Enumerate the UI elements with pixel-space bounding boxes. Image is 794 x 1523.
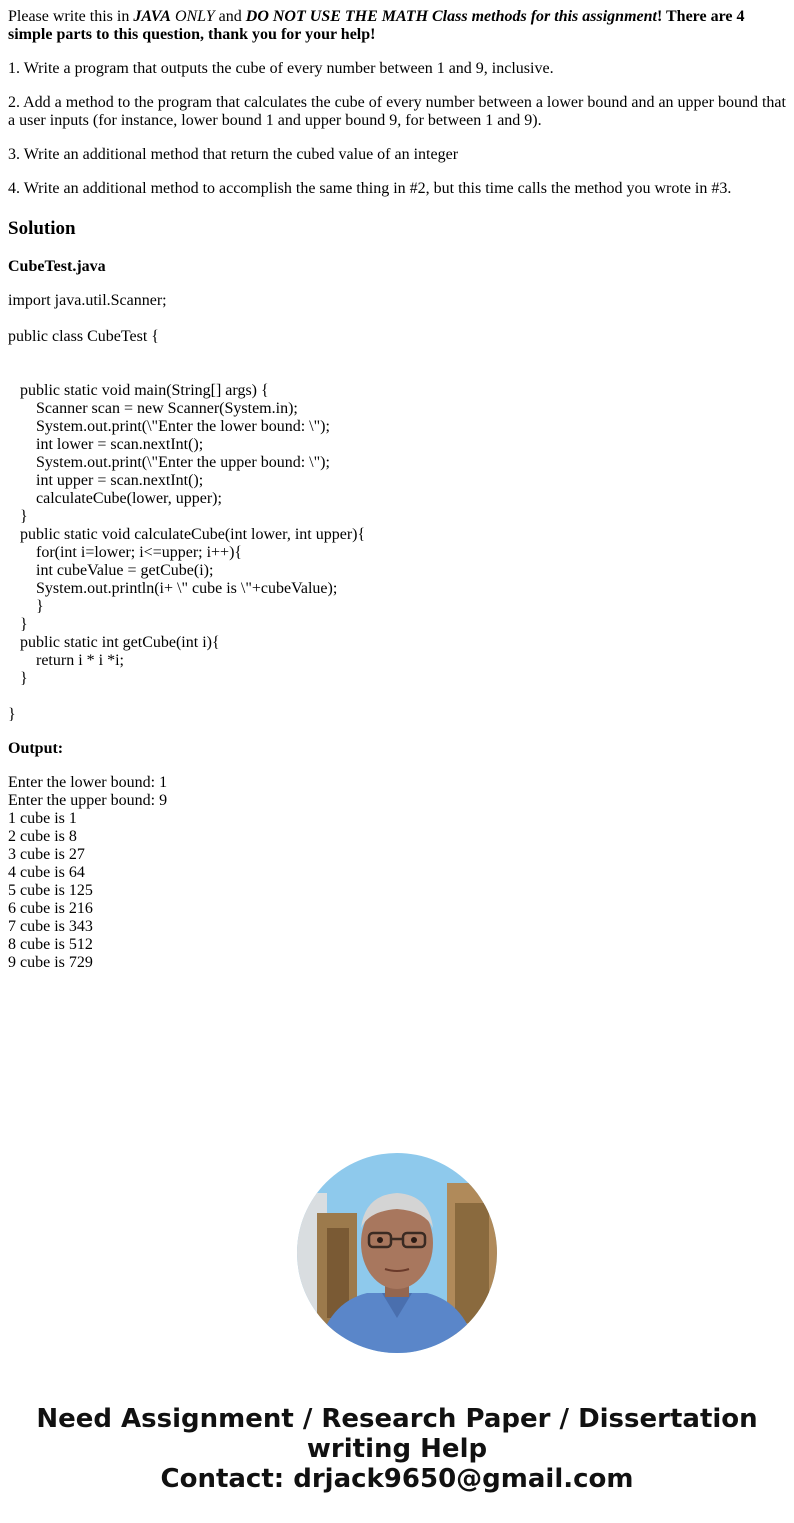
contact-email: Contact: drjack9650@gmail.com [160, 1464, 634, 1494]
output-line: 6 cube is 216 [8, 900, 93, 917]
question-items [8, 60, 788, 198]
contact-banner [0, 1404, 794, 1494]
code-line: int lower = scan.nextInt(); [8, 436, 204, 453]
code-line: } [8, 598, 44, 615]
code-line: Scanner scan = new Scanner(System.in); [8, 400, 298, 417]
output-block [8, 774, 788, 972]
output-line: 2 cube is 8 [8, 828, 77, 845]
solution-filename: CubeTest.java [8, 258, 106, 275]
code-line [8, 310, 788, 328]
code-line: public static int getCube(int i){ [8, 634, 220, 651]
code-line: public static void main(String[] args) { [8, 382, 269, 399]
code-line [8, 688, 788, 706]
banner-line: writing Help [306, 1434, 488, 1464]
output-heading: Output: [8, 740, 64, 757]
code-line: int cubeValue = getCube(i); [8, 562, 214, 579]
code-line: System.out.print(\"Enter the upper bound: \"); [8, 454, 330, 471]
code-line: } [8, 670, 28, 687]
code-line: int upper = scan.nextInt(); [8, 472, 204, 489]
code-line [8, 346, 788, 364]
author-photo [297, 1153, 497, 1353]
intro-segment: ONLY [170, 8, 215, 25]
output-line: 9 cube is 729 [8, 954, 93, 971]
intro-segment: ! There are 4 simple parts to this question, thank you for your help! [8, 8, 745, 43]
question-item: 1. Write a program that outputs the cube of every number between 1 and 9, inclusive. [8, 60, 554, 77]
output-line: 5 cube is 125 [8, 882, 93, 899]
intro-segment: Please write this in [8, 8, 134, 25]
solution-heading: Solution [8, 218, 76, 239]
question-item: 2. Add a method to the program that calculates the cube of every number between a lower bound and an upper bound that a user inputs (for instance, lower bound 1 and upper bound 9, for between 1 and 9). [8, 94, 786, 129]
intro-segment [133, 8, 171, 25]
output-line: 4 cube is 64 [8, 864, 85, 881]
output-line: 8 cube is 512 [8, 936, 93, 953]
intro-segment [246, 8, 657, 25]
code-line: System.out.print(\"Enter the lower bound: \"); [8, 418, 330, 435]
code-line: return i * i *i; [8, 652, 124, 669]
code-line [8, 364, 788, 382]
intro-emphasis: JAVA [133, 8, 171, 25]
question-item: 4. Write an additional method to accomplish the same thing in #2, but this time calls the method you wrote in #3. [8, 180, 732, 197]
intro-emphasis: DO NOT USE THE MATH Class methods for this assignment [245, 8, 657, 25]
code-line: } [8, 616, 28, 633]
output-line: 1 cube is 1 [8, 810, 77, 827]
code-line: } [8, 706, 16, 723]
code-line: calculateCube(lower, upper); [8, 490, 222, 507]
question-item: 3. Write an additional method that return the cubed value of an integer [8, 146, 459, 163]
output-line: 7 cube is 343 [8, 918, 93, 935]
code-block [8, 310, 788, 724]
output-line: 3 cube is 27 [8, 846, 85, 863]
output-line: Enter the lower bound: 1 [8, 774, 168, 791]
code-line: System.out.println(i+ \" cube is \"+cubeValue); [8, 580, 338, 597]
code-line: public class CubeTest { [8, 328, 159, 345]
code-line: for(int i=lower; i<=upper; i++){ [8, 544, 243, 561]
intro-segment: and [214, 8, 246, 25]
banner-line: Need Assignment / Research Paper / Dissertation [36, 1404, 758, 1434]
output-line: Enter the upper bound: 9 [8, 792, 168, 809]
portrait-image [297, 1153, 497, 1353]
code-line: } [8, 508, 28, 525]
question-intro [8, 8, 788, 44]
code-line: public static void calculateCube(int lower, int upper){ [8, 526, 366, 543]
document-body [8, 8, 788, 972]
code-import-line: import java.util.Scanner; [8, 292, 167, 309]
